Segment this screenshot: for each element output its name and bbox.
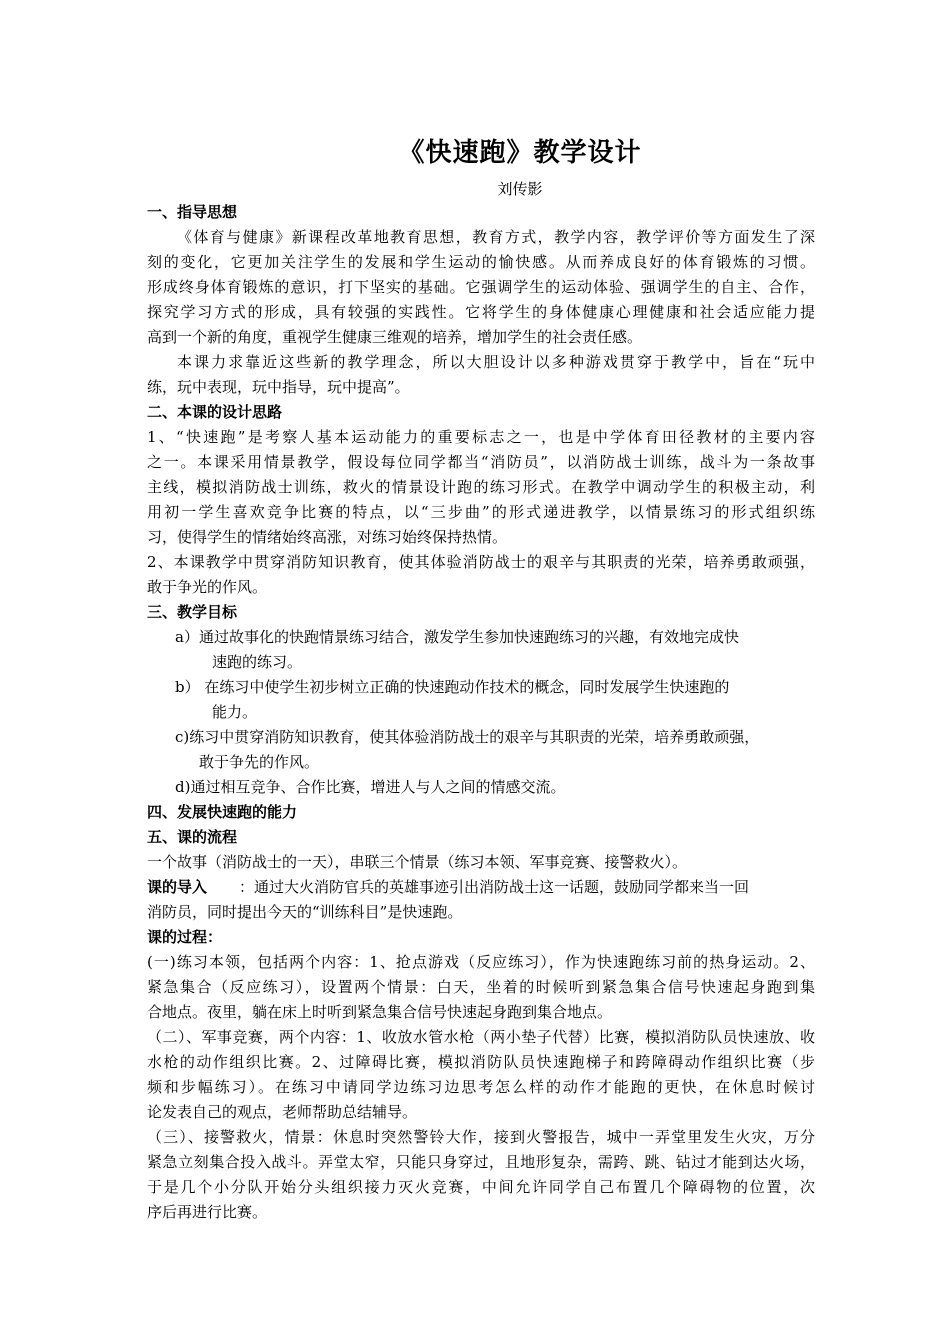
paragraph-line: 2、本课教学中贯穿消防知识教育，使其体验消防战士的艰辛与其职责的光荣，培养勇敢顽强，: [147, 553, 815, 571]
objective-a-cont: 速跑的练习。: [212, 653, 303, 671]
section-heading-1: 一、指导思想: [147, 203, 238, 221]
objective-a: a）通过故事化的快跑情景练习结合，激发学生参加快速跑练习的兴趣，有效地完成快: [175, 628, 739, 646]
section-heading-3: 三、教学目标: [147, 603, 238, 621]
paragraph-line: 合地点。夜里，躺在床上时听到紧急集合信号快速起身跑到集合地点。: [147, 1003, 613, 1021]
paragraph-line: 刻的变化，它更加关注学生的发展和学生运动的愉快感。从而养成良好的体育锻炼的习惯。: [147, 253, 815, 271]
intro-text: ：通过大火消防官兵的英雄事迹引出消防战士这一话题，鼓励同学都来当一回: [239, 878, 750, 896]
paragraph-line: 探究学习方式的形成，具有较强的实践性。它将学生的身体健康心理健康和社会适应能力提: [147, 303, 815, 321]
objective-c-cont: 敢于争先的作风。: [199, 753, 320, 771]
paragraph-line: 水枪的动作组织比赛。2、过障碍比赛，模拟消防队员快速跑梯子和跨障碍动作组织比赛（步: [147, 1053, 815, 1071]
paragraph-line: 频和步幅练习）。在练习中请同学边练习边思考怎么样的动作才能跑的更快，在休息时候讨: [147, 1078, 815, 1096]
paragraph-line: 1、“快速跑”是考察人基本运动能力的重要标志之一，也是中学体育田径教材的主要内容: [147, 428, 815, 446]
section-heading-4: 四、发展快速跑的能力: [147, 803, 298, 821]
document-body: [147, 200, 815, 1225]
author-name: 刘传影: [497, 180, 543, 198]
section-heading-2: 二、本课的设计思路: [147, 403, 283, 421]
paragraph-line: 本课力求靠近这些新的教学理念，所以大胆设计以多种游戏贯穿于教学中，旨在“玩中: [177, 353, 815, 371]
paragraph-line: 消防员，同时提出今天的“训练科目”是快速跑。: [147, 903, 463, 921]
paragraph-line: 于是几个小分队开始分头组织接力灭火竞赛，中间允许同学自己布置几个障碍物的位置，次: [147, 1178, 815, 1196]
section-heading-5: 五、课的流程: [147, 828, 238, 846]
paragraph-line: 紧急立刻集合投入战斗。弄堂太窄，只能只身穿过，且地形复杂，需跨、跳、钻过才能到达火场，: [147, 1153, 815, 1171]
objective-c: c)练习中贯穿消防知识教育，使其体验消防战士的艰辛与其职责的光荣，培养勇敢顽强，: [175, 728, 760, 746]
paragraph-line: 高到一个新的角度，重视学生健康三维观的培养，增加学生的社会责任感。: [147, 328, 643, 346]
paragraph-line: 主线，模拟消防战士训练，救火的情景设计跑的练习形式。在教学中调动学生的积极主动，利: [147, 478, 815, 496]
objective-d: d)通过相互竞争、合作比赛，增进人与人之间的情感交流。: [175, 778, 566, 796]
objective-b-cont: 能力。: [212, 703, 258, 721]
paragraph-line: (一)练习本领，包括两个内容：1、抢点游戏（反应练习），作为快速跑练习前的热身运动。2、: [147, 953, 815, 971]
paragraph-line: 练，玩中表现，玩中指导，玩中提高”。: [147, 378, 410, 396]
paragraph-line: （三）、接警救火，情景：休息时突然警铃大作，接到火警报告，城中一弄堂里发生火灾，万分: [147, 1128, 815, 1146]
document-title: 《快速跑》教学设计: [398, 138, 642, 168]
paragraph-line: 紧急集合（反应练习），设置两个情景：白天，坐着的时候听到紧急集合信号快速起身跑到集: [147, 978, 815, 996]
paragraph-line: 用初一学生喜欢竞争比赛的特点，以“三步曲”的形式递进教学，以情景练习的形式组织练: [147, 503, 815, 521]
paragraph-line: 论发表自己的观点，老师帮助总结辅导。: [147, 1103, 418, 1121]
intro-line: [147, 875, 815, 900]
paragraph-line: 习，使得学生的情绪始终高涨，对练习始终保持热情。: [147, 528, 508, 546]
process-label: 课的过程：: [147, 928, 223, 946]
paragraph-line: 形成终身体育锻炼的意识，打下坚实的基础。它强调学生的运动体验、强调学生的自主、合作，: [147, 278, 815, 296]
paragraph-line: 之一。本课采用情景教学，假设每位同学都当“消防员”，以消防战士训练，战斗为一条故事: [147, 453, 815, 471]
paragraph-line: 敢于争光的作风。: [147, 578, 268, 596]
story-line: 一个故事（消防战士的一天），串联三个情景（练习本领、军事竞赛、接警救火）。: [147, 853, 688, 871]
paragraph-line: （二）、军事竞赛，两个内容：1、收放水管水枪（两小垫子代替）比赛，模拟消防队员快速放、收: [147, 1028, 815, 1046]
paragraph-line: 序后再进行比赛。: [147, 1203, 268, 1221]
paragraph-line: 《体育与健康》新课程改革地教育思想，教育方式，教学内容，教学评价等方面发生了深: [177, 228, 815, 246]
objective-b: b） 在练习中使学生初步树立正确的快速跑动作技术的概念，同时发展学生快速跑的: [175, 678, 730, 696]
intro-label: 课的导入: [147, 878, 208, 896]
